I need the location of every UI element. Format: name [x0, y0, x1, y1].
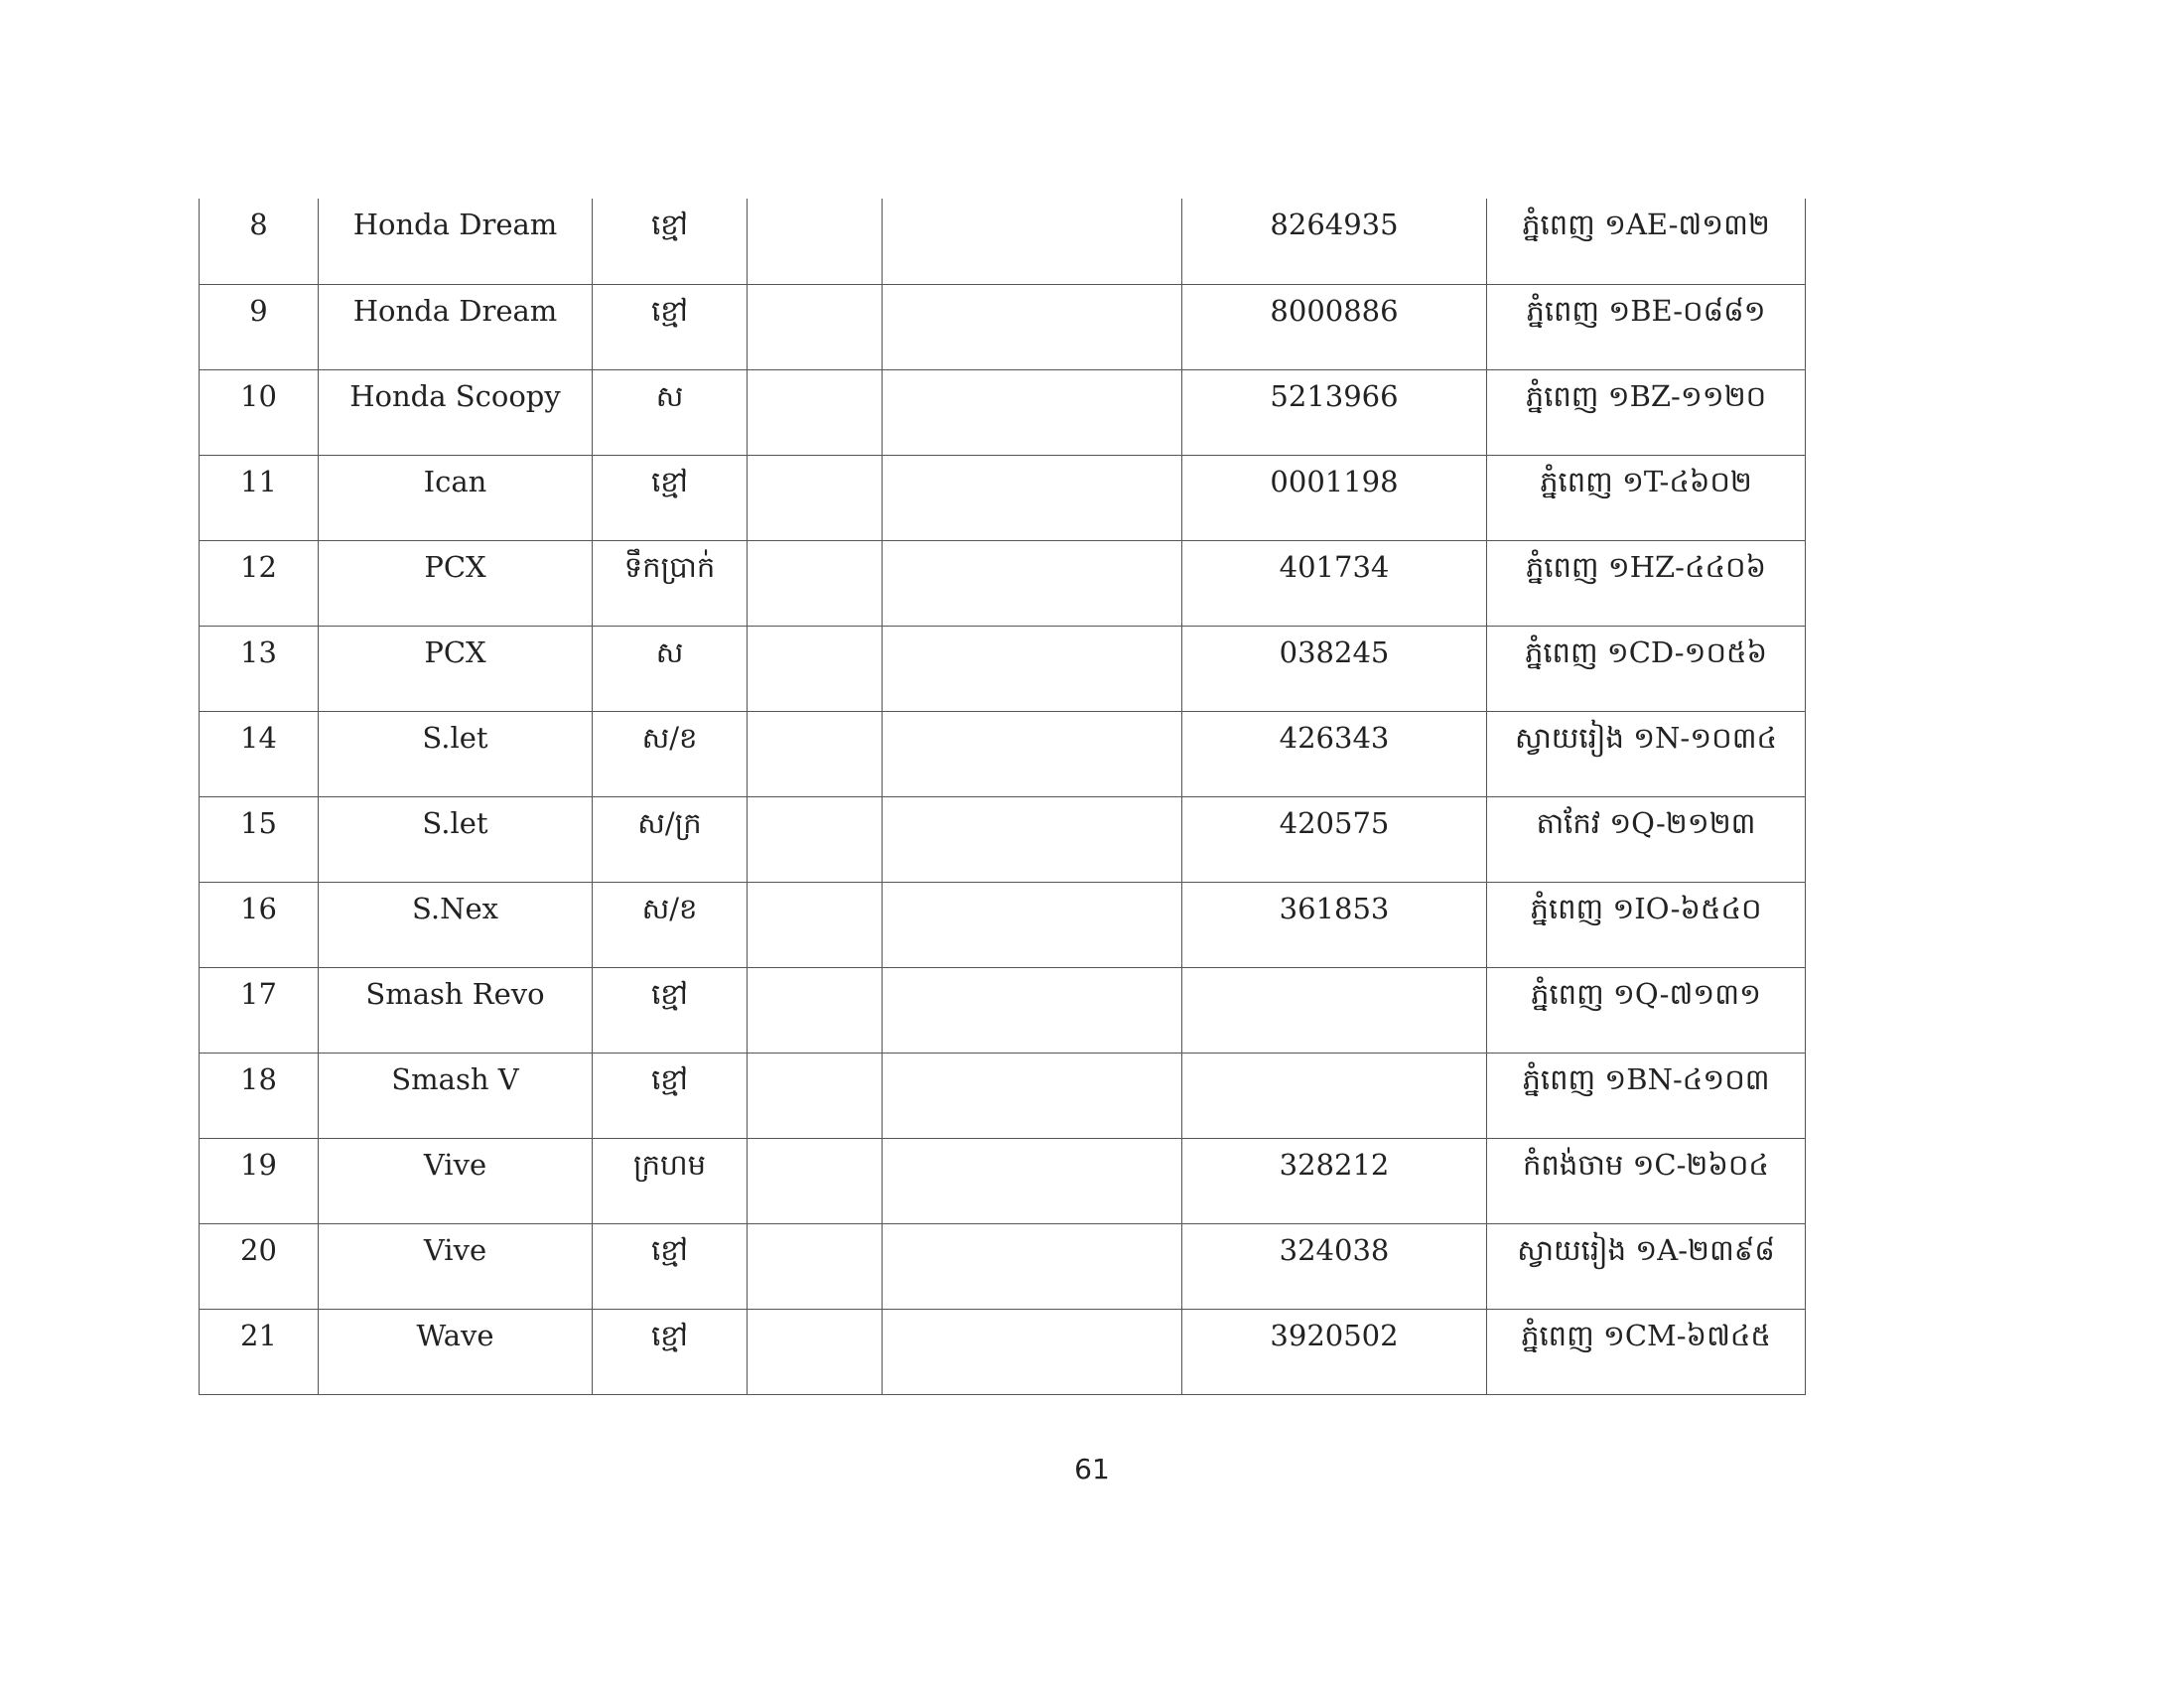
number-cell: 8264935: [1182, 199, 1487, 284]
color-cell: ខ្មៅ: [593, 1223, 748, 1309]
vehicle-table-body: [200, 199, 1806, 1394]
model-cell: Honda Dream: [319, 199, 593, 284]
empty-cell: [748, 540, 883, 626]
empty-cell: [883, 967, 1182, 1053]
number-cell: [1182, 1053, 1487, 1138]
plate-cell: ភ្នំពេញ ១BZ-១១២០: [1487, 369, 1806, 455]
color-cell: ស/ខ: [593, 711, 748, 796]
model-cell: S.Nex: [319, 882, 593, 967]
row-number-cell: 9: [200, 284, 319, 369]
plate-cell: ភ្នំពេញ ១AE-៧១៣២: [1487, 199, 1806, 284]
row-number-cell: 16: [200, 882, 319, 967]
plate-cell: ភ្នំពេញ ១T-៤៦០២: [1487, 455, 1806, 540]
plate-cell: ភ្នំពេញ ១Q-៧១៣១: [1487, 967, 1806, 1053]
number-cell: 5213966: [1182, 369, 1487, 455]
number-cell: 324038: [1182, 1223, 1487, 1309]
model-cell: Honda Dream: [319, 284, 593, 369]
row-number-cell: 10: [200, 369, 319, 455]
model-cell: S.let: [319, 711, 593, 796]
row-number-cell: 8: [200, 199, 319, 284]
row-number-cell: 21: [200, 1309, 319, 1394]
plate-cell: ស្វាយរៀង ១N-១០៣៤: [1487, 711, 1806, 796]
empty-cell: [883, 796, 1182, 882]
table-row: [200, 1138, 1806, 1223]
table-row: [200, 540, 1806, 626]
table-row: [200, 967, 1806, 1053]
row-number-cell: 15: [200, 796, 319, 882]
color-cell: ស/ក្រ: [593, 796, 748, 882]
empty-cell: [748, 1053, 883, 1138]
model-cell: Vive: [319, 1138, 593, 1223]
model-cell: Wave: [319, 1309, 593, 1394]
color-cell: ខ្មៅ: [593, 284, 748, 369]
number-cell: 426343: [1182, 711, 1487, 796]
number-cell: 0001198: [1182, 455, 1487, 540]
plate-cell: ភ្នំពេញ ១BE-០៨៨១: [1487, 284, 1806, 369]
empty-cell: [883, 1053, 1182, 1138]
row-number-cell: 17: [200, 967, 319, 1053]
table-row: [200, 1309, 1806, 1394]
table-row: [200, 711, 1806, 796]
table-row: [200, 626, 1806, 711]
table-row: [200, 199, 1806, 284]
plate-cell: កំពង់ចាម ១C-២៦០៤: [1487, 1138, 1806, 1223]
color-cell: ស/ខ: [593, 882, 748, 967]
empty-cell: [748, 284, 883, 369]
model-cell: Smash V: [319, 1053, 593, 1138]
empty-cell: [883, 1309, 1182, 1394]
table-row: [200, 796, 1806, 882]
plate-cell: ភ្នំពេញ ១CM-៦៧៤៥: [1487, 1309, 1806, 1394]
table-row: [200, 1223, 1806, 1309]
empty-cell: [883, 1138, 1182, 1223]
row-number-cell: 13: [200, 626, 319, 711]
table-row: [200, 369, 1806, 455]
model-cell: Vive: [319, 1223, 593, 1309]
row-number-cell: 11: [200, 455, 319, 540]
model-cell: PCX: [319, 540, 593, 626]
empty-cell: [883, 882, 1182, 967]
vehicle-table: [199, 199, 1806, 1395]
number-cell: 8000886: [1182, 284, 1487, 369]
empty-cell: [748, 369, 883, 455]
color-cell: ខ្មៅ: [593, 967, 748, 1053]
empty-cell: [748, 455, 883, 540]
model-cell: Smash Revo: [319, 967, 593, 1053]
number-cell: 361853: [1182, 882, 1487, 967]
empty-cell: [883, 369, 1182, 455]
number-cell: [1182, 967, 1487, 1053]
page-number: 61: [1074, 1453, 1110, 1485]
plate-cell: ភ្នំពេញ ១BN-៤១០៣: [1487, 1053, 1806, 1138]
empty-cell: [748, 1309, 883, 1394]
plate-cell: តាកែវ ១Q-២១២៣: [1487, 796, 1806, 882]
color-cell: ស: [593, 626, 748, 711]
empty-cell: [883, 199, 1182, 284]
row-number-cell: 20: [200, 1223, 319, 1309]
empty-cell: [748, 882, 883, 967]
empty-cell: [883, 540, 1182, 626]
color-cell: ខ្មៅ: [593, 1309, 748, 1394]
model-cell: Honda Scoopy: [319, 369, 593, 455]
empty-cell: [748, 967, 883, 1053]
empty-cell: [748, 796, 883, 882]
empty-cell: [748, 199, 883, 284]
empty-cell: [748, 626, 883, 711]
empty-cell: [883, 455, 1182, 540]
color-cell: ក្រហម: [593, 1138, 748, 1223]
empty-cell: [883, 711, 1182, 796]
plate-cell: ស្វាយរៀង ១A-២៣៩៨: [1487, 1223, 1806, 1309]
color-cell: ខ្មៅ: [593, 1053, 748, 1138]
table-row: [200, 1053, 1806, 1138]
color-cell: ខ្មៅ: [593, 199, 748, 284]
empty-cell: [748, 1138, 883, 1223]
row-number-cell: 18: [200, 1053, 319, 1138]
color-cell: ស: [593, 369, 748, 455]
model-cell: PCX: [319, 626, 593, 711]
table-row: [200, 882, 1806, 967]
row-number-cell: 12: [200, 540, 319, 626]
empty-cell: [883, 626, 1182, 711]
plate-cell: ភ្នំពេញ ១IO-៦៥៤០: [1487, 882, 1806, 967]
number-cell: 038245: [1182, 626, 1487, 711]
model-cell: Ican: [319, 455, 593, 540]
color-cell: ខ្មៅ: [593, 455, 748, 540]
plate-cell: ភ្នំពេញ ១HZ-៤៤០៦: [1487, 540, 1806, 626]
row-number-cell: 19: [200, 1138, 319, 1223]
table-row: [200, 284, 1806, 369]
table-row: [200, 455, 1806, 540]
number-cell: 420575: [1182, 796, 1487, 882]
number-cell: 328212: [1182, 1138, 1487, 1223]
empty-cell: [883, 284, 1182, 369]
color-cell: ទឹកប្រាក់: [593, 540, 748, 626]
row-number-cell: 14: [200, 711, 319, 796]
number-cell: 3920502: [1182, 1309, 1487, 1394]
empty-cell: [748, 711, 883, 796]
plate-cell: ភ្នំពេញ ១CD-១០៥៦: [1487, 626, 1806, 711]
model-cell: S.let: [319, 796, 593, 882]
number-cell: 401734: [1182, 540, 1487, 626]
empty-cell: [748, 1223, 883, 1309]
empty-cell: [883, 1223, 1182, 1309]
